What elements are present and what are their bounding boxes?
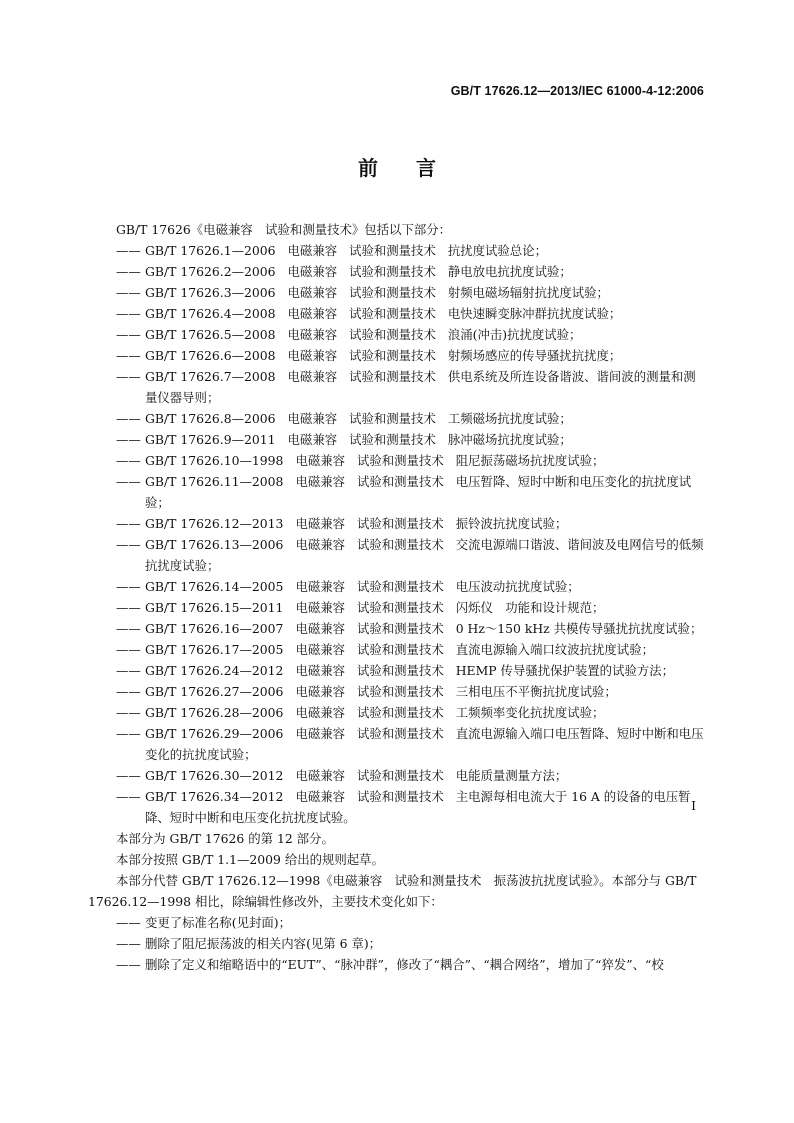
- subtitle: 试验和测量技术: [349, 432, 436, 447]
- part-name: 射频电磁场辐射抗扰度试验；: [447, 285, 609, 300]
- page-title: 前言: [358, 156, 474, 180]
- list-dash: ——: [116, 642, 141, 657]
- list-item: [88, 702, 706, 723]
- changes-list: [88, 912, 706, 975]
- list-item: [88, 471, 706, 513]
- list-dash: ——: [116, 915, 141, 930]
- list-item: [88, 786, 706, 828]
- standard-code: GB/T 17626.29—2006: [145, 726, 284, 741]
- standard-code: GB/T 17626.3—2006: [145, 285, 276, 300]
- standard-code: GB/T 17626.12—2013: [145, 516, 284, 531]
- list-item: [88, 366, 706, 408]
- series-title: 电磁兼容: [295, 768, 345, 783]
- part-name: 直流电源输入端口电压暂降、短时中断和电压变化的抗扰度试验；: [145, 726, 704, 762]
- standard-code: GB/T 17626.14—2005: [145, 579, 284, 594]
- series-title: 电磁兼容: [287, 306, 338, 321]
- series-title: 电磁兼容: [295, 642, 345, 657]
- page-number: I: [691, 798, 696, 813]
- standard-code: GB/T 17626.7—2008: [145, 369, 276, 384]
- intro-paragraph: GB/T 17626《电磁兼容 试验和测量技术》包括以下部分：: [116, 222, 452, 237]
- document-body: [88, 219, 706, 975]
- series-title: 电磁兼容: [295, 621, 345, 636]
- list-item: [88, 408, 706, 429]
- parts-list: [88, 240, 706, 828]
- list-dash: ——: [116, 411, 141, 426]
- standard-code: GB/T 17626.4—2008: [145, 306, 276, 321]
- list-dash: ——: [116, 663, 141, 678]
- list-item: [88, 261, 706, 282]
- part-name: 电压波动抗扰度试验；: [455, 579, 580, 594]
- subtitle: 试验和测量技术: [349, 306, 436, 321]
- part-name: 三相电压不平衡抗扰度试验；: [455, 684, 617, 699]
- list-dash: ——: [116, 789, 141, 804]
- list-item: [88, 324, 706, 345]
- list-dash: ——: [116, 306, 141, 321]
- part-name: 工频频率变化抗扰度试验；: [455, 705, 605, 720]
- part-name: 电快速瞬变脉冲群抗扰度试验；: [447, 306, 622, 321]
- list-item: [88, 429, 706, 450]
- subtitle: 试验和测量技术: [349, 327, 436, 342]
- standard-code: GB/T 17626.34—2012: [145, 789, 284, 804]
- part-name: 交流电源端口谐波、谐间波及电网信号的低频抗扰度试验；: [145, 537, 704, 573]
- list-item: [88, 597, 706, 618]
- list-item: [88, 282, 706, 303]
- subtitle: 试验和测量技术: [349, 285, 436, 300]
- list-dash: ——: [116, 327, 141, 342]
- list-item: [88, 303, 706, 324]
- standard-code: GB/T 17626.1—2006: [145, 243, 276, 258]
- list-item: [88, 576, 706, 597]
- subtitle: 试验和测量技术: [357, 537, 444, 552]
- list-item: [88, 450, 706, 471]
- series-title: 电磁兼容: [295, 600, 345, 615]
- series-title: 电磁兼容: [287, 285, 338, 300]
- part-name: 静电放电抗扰度试验；: [447, 264, 572, 279]
- drafting-rules-paragraph: 本部分按照 GB/T 1.1—2009 给出的规则起草。: [116, 852, 384, 867]
- list-item: [88, 681, 706, 702]
- list-item: [88, 723, 706, 765]
- list-dash: ——: [116, 936, 141, 951]
- standard-code: GB/T 17626.30—2012: [145, 768, 284, 783]
- standard-code: GB/T 17626.8—2006: [145, 411, 276, 426]
- part-name: 射频场感应的传导骚扰抗扰度；: [447, 348, 622, 363]
- list-dash: ——: [116, 243, 141, 258]
- series-title: 电磁兼容: [295, 453, 345, 468]
- list-dash: ——: [116, 285, 141, 300]
- list-item: [88, 639, 706, 660]
- standard-code: GB/T 17626.28—2006: [145, 705, 284, 720]
- subtitle: 试验和测量技术: [357, 789, 444, 804]
- standard-code: GB/T 17626.27—2006: [145, 684, 284, 699]
- standard-code: GB/T 17626.9—2011: [145, 432, 276, 447]
- standard-code: GB/T 17626.24—2012: [145, 663, 284, 678]
- subtitle: 试验和测量技术: [349, 264, 436, 279]
- standard-code: GB/T 17626.6—2008: [145, 348, 276, 363]
- list-dash: ——: [116, 474, 141, 489]
- subtitle: 试验和测量技术: [357, 579, 444, 594]
- standard-code: GB/T 17626.15—2011: [145, 600, 284, 615]
- subtitle: 试验和测量技术: [357, 642, 444, 657]
- part-name: 抗扰度试验总论；: [447, 243, 547, 258]
- part-name: 电能质量测量方法；: [455, 768, 568, 783]
- series-title: 电磁兼容: [295, 663, 345, 678]
- list-dash: ——: [116, 726, 141, 741]
- change-text: 变更了标准名称(见封面)；: [145, 915, 291, 930]
- standard-code: GB/T 17626.16—2007: [145, 621, 284, 636]
- list-item: [88, 660, 706, 681]
- subtitle: 试验和测量技术: [349, 411, 436, 426]
- subtitle: 试验和测量技术: [349, 243, 436, 258]
- list-dash: ——: [116, 432, 141, 447]
- list-dash: ——: [116, 705, 141, 720]
- series-title: 电磁兼容: [295, 516, 345, 531]
- series-title: 电磁兼容: [295, 705, 345, 720]
- part-name: 电压暂降、短时中断和电压变化的抗扰度试验；: [145, 474, 692, 510]
- list-dash: ——: [116, 768, 141, 783]
- standard-code-header: GB/T 17626.12—2013/IEC 61000-4-12:2006: [450, 84, 704, 98]
- series-title: 电磁兼容: [287, 432, 338, 447]
- standard-code: GB/T 17626.13—2006: [145, 537, 284, 552]
- change-text: 删除了阻尼振荡波的相关内容(见第 6 章)；: [145, 936, 382, 951]
- part-name: 阻尼振荡磁场抗扰度试验；: [455, 453, 605, 468]
- list-item: [88, 534, 706, 576]
- series-title: 电磁兼容: [287, 348, 338, 363]
- subtitle: 试验和测量技术: [357, 516, 444, 531]
- list-dash: ——: [116, 600, 141, 615]
- series-title: 电磁兼容: [287, 327, 338, 342]
- list-item: [88, 240, 706, 261]
- change-item: [88, 954, 706, 975]
- list-dash: ——: [116, 369, 141, 384]
- list-dash: ——: [116, 537, 141, 552]
- standard-code: GB/T 17626.2—2006: [145, 264, 276, 279]
- subtitle: 试验和测量技术: [357, 705, 444, 720]
- list-dash: ——: [116, 957, 141, 972]
- standard-code: GB/T 17626.5—2008: [145, 327, 276, 342]
- part-name: 闪烁仪 功能和设计规范；: [455, 600, 605, 615]
- series-title: 电磁兼容: [295, 474, 345, 489]
- series-title: 电磁兼容: [287, 411, 338, 426]
- list-dash: ——: [116, 264, 141, 279]
- subtitle: 试验和测量技术: [349, 369, 436, 384]
- series-title: 电磁兼容: [295, 537, 345, 552]
- part-name: 主电源每相电流大于 16 A 的设备的电压暂降、短时中断和电压变化抗扰度试验。: [145, 789, 691, 825]
- standard-code: GB/T 17626.10—1998: [145, 453, 284, 468]
- series-title: 电磁兼容: [295, 726, 345, 741]
- subtitle: 试验和测量技术: [357, 453, 444, 468]
- series-title: 电磁兼容: [295, 789, 345, 804]
- part-name: HEMP 传导骚扰保护装置的试验方法；: [455, 663, 675, 678]
- series-title: 电磁兼容: [295, 579, 345, 594]
- standard-code: GB/T 17626.11—2008: [145, 474, 284, 489]
- list-dash: ——: [116, 453, 141, 468]
- list-dash: ——: [116, 621, 141, 636]
- part-name: 浪涌(冲击)抗扰度试验；: [447, 327, 582, 342]
- list-item: [88, 513, 706, 534]
- part-name: 工频磁场抗扰度试验；: [447, 411, 572, 426]
- subtitle: 试验和测量技术: [357, 474, 444, 489]
- standard-code: GB/T 17626.17—2005: [145, 642, 284, 657]
- part-name: 直流电源输入端口纹波抗扰度试验；: [455, 642, 654, 657]
- list-dash: ——: [116, 348, 141, 363]
- part-name: 0 Hz～150 kHz 共模传导骚扰抗扰度试验；: [455, 621, 703, 636]
- list-item: [88, 765, 706, 786]
- series-title: 电磁兼容: [287, 243, 338, 258]
- subtitle: 试验和测量技术: [357, 663, 444, 678]
- subtitle: 试验和测量技术: [357, 726, 444, 741]
- subtitle: 试验和测量技术: [357, 621, 444, 636]
- change-item: [88, 933, 706, 954]
- list-dash: ——: [116, 579, 141, 594]
- subtitle: 试验和测量技术: [357, 768, 444, 783]
- replacement-paragraph: 本部分代替 GB/T 17626.12—1998《电磁兼容 试验和测量技术 振荡波抗扰度试验》。本部分与 GB/T 17626.12—1998 相比，除编辑性修改外，主要技术变化如下：: [88, 873, 697, 909]
- change-item: [88, 912, 706, 933]
- list-dash: ——: [116, 516, 141, 531]
- subtitle: 试验和测量技术: [349, 348, 436, 363]
- series-title: 电磁兼容: [295, 684, 345, 699]
- part-name: 脉冲磁场抗扰度试验；: [447, 432, 572, 447]
- subtitle: 试验和测量技术: [357, 684, 444, 699]
- change-text: 删除了定义和缩略语中的“EUT”、“脉冲群”，修改了“耦合”、“耦合网络”，增加了“猝发”、“校: [145, 957, 664, 972]
- part-name: 供电系统及所连设备谐波、谐间波的测量和测量仪器导则；: [145, 369, 696, 405]
- series-title: 电磁兼容: [287, 369, 338, 384]
- subtitle: 试验和测量技术: [357, 600, 444, 615]
- list-dash: ——: [116, 684, 141, 699]
- part-number-paragraph: 本部分为 GB/T 17626 的第 12 部分。: [116, 831, 334, 846]
- list-item: [88, 345, 706, 366]
- list-item: [88, 618, 706, 639]
- part-name: 振铃波抗扰度试验；: [455, 516, 568, 531]
- series-title: 电磁兼容: [287, 264, 338, 279]
